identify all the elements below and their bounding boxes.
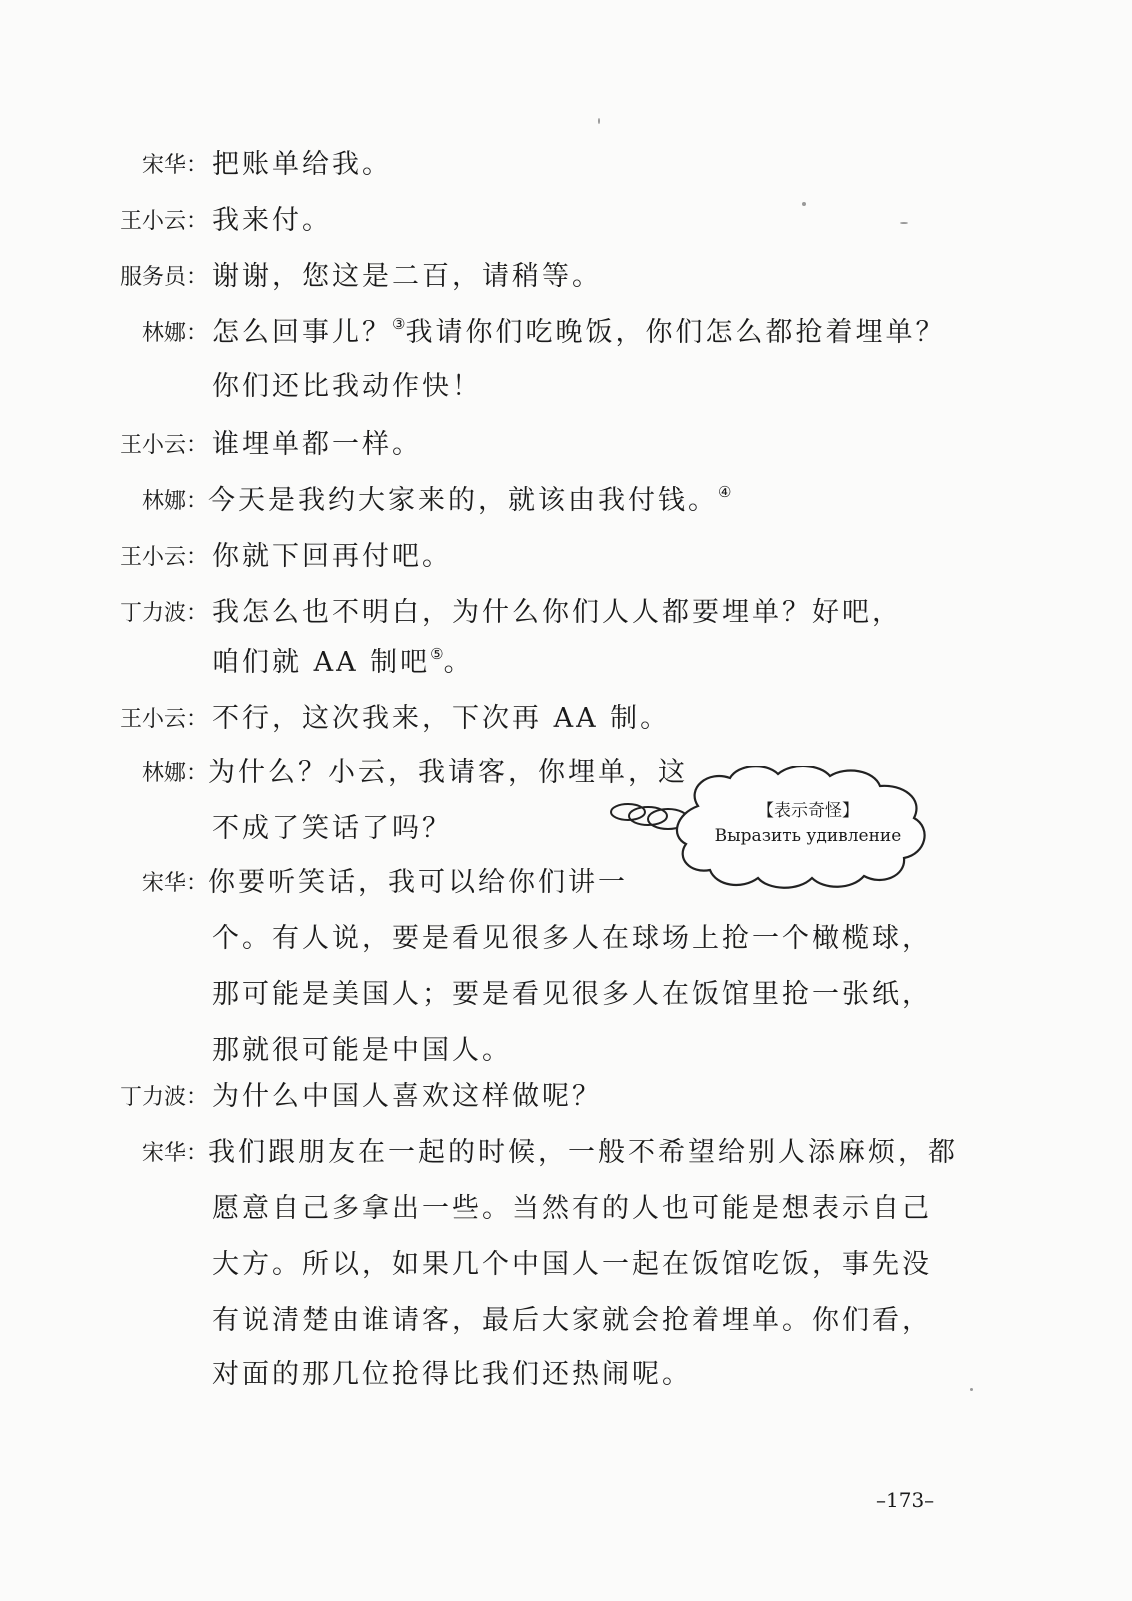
dialogue-line: 你要听笑话，我可以给你们讲一 [208,867,628,898]
speaker-label: 林娜： [141,489,208,514]
page-number: –173– [876,1488,935,1512]
dialogue-line: 那可能是美国人；要是看见很多人在饭馆里抢一张纸， [212,979,932,1010]
speaker-label: 宋华： [141,153,208,178]
dialogue-line [208,478,731,517]
footnote-marker: ④ [718,483,732,501]
speaker-label: 宋华： [141,1141,208,1166]
dialogue-line: 有说清楚由谁请客，最后大家就会抢着埋单。你们看， [212,1305,932,1336]
speaker-label: 宋华： [141,871,208,896]
dialogue-line: 不行，这次我来，下次再 AA 制。 [212,703,671,734]
dialogue-line: 你们还比我动作快！ [212,371,482,402]
footnote-marker: ③ [392,315,406,333]
speaker-label: 王小云： [119,545,208,570]
line-text: 今天是我约大家来的，就该由我付钱。 [208,485,718,516]
dialogue-line [212,640,474,679]
scan-speck [900,222,908,224]
thought-bubble [606,766,936,896]
footnote-marker: ⑤ [430,645,444,663]
dialogue-line [212,310,945,349]
speaker-label: 林娜： [141,321,208,346]
dialogue-line: 为什么？小云，我请客，你埋单，这 [208,757,688,788]
speaker-label: 丁力波： [119,601,208,626]
dialogue-line: 把账单给我。 [212,149,392,180]
scan-speck [598,118,600,124]
dialogue-line: 你就下回再付吧。 [212,541,452,572]
dialogue-line: 谢谢，您这是二百，请稍等。 [212,261,602,292]
dialogue-line: 谁埋单都一样。 [212,429,422,460]
dialogue-line: 我来付。 [212,205,332,236]
line-text: 我请你们吃晚饭，你们怎么都抢着埋单？ [405,317,946,348]
line-text: 咱们就 AA 制吧 [212,647,431,678]
dialogue-line: 不成了笑话了吗？ [212,813,452,844]
dialogue-line: 个。有人说，要是看见很多人在球场上抢一个橄榄球， [212,923,932,954]
dialogue-line: 那就很可能是中国人。 [212,1035,512,1066]
line-text: 。 [443,647,474,678]
dialogue-line: 大方。所以，如果几个中国人一起在饭馆吃饭，事先没 [212,1249,932,1280]
bubble-subtitle: Выразить удивление [714,826,902,846]
dialogue-line: 我怎么也不明白，为什么你们人人都要埋单？好吧， [212,597,902,628]
line-text: 怎么回事儿？ [212,317,392,348]
speaker-label: 林娜： [141,761,208,786]
dialogue-line: 对面的那几位抢得比我们还热闹呢。 [212,1359,692,1390]
scan-speck [802,202,806,206]
dialogue-line: 为什么中国人喜欢这样做呢？ [212,1081,602,1112]
speaker-label: 王小云： [119,433,208,458]
speaker-label: 丁力波： [119,1085,208,1110]
speaker-label: 王小云： [119,209,208,234]
dialogue-line: 愿意自己多拿出一些。当然有的人也可能是想表示自己 [212,1193,932,1224]
speaker-label: 王小云： [119,707,208,732]
bubble-title: 【表示奇怪】 [757,801,859,821]
scan-speck [970,1388,973,1391]
speaker-label: 服务员： [119,265,208,290]
dialogue-line: 我们跟朋友在一起的时候，一般不希望给别人添麻烦，都 [208,1137,958,1168]
